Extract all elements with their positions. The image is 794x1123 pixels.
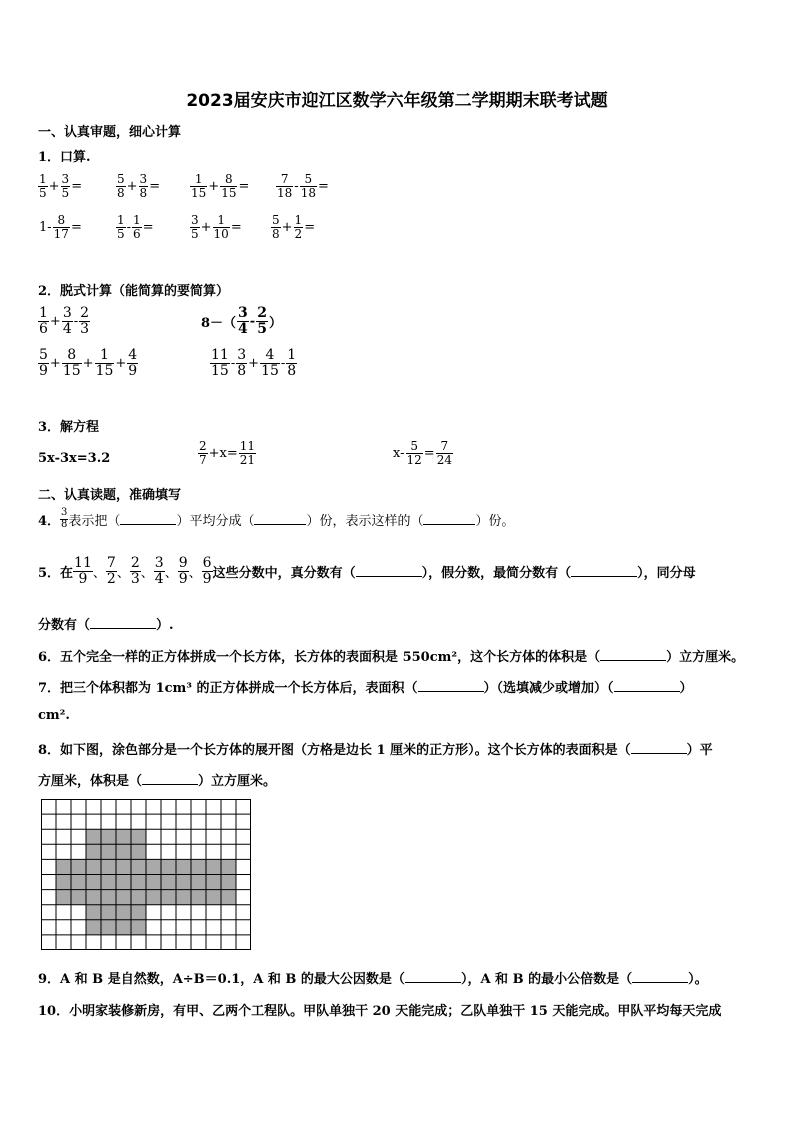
- fraction: [127, 348, 138, 378]
- fraction: [294, 214, 304, 240]
- numerator: 1: [294, 213, 303, 227]
- fraction-list: [73, 556, 213, 586]
- denominator: 15: [221, 185, 237, 200]
- shaded-cell: [86, 829, 101, 844]
- denominator: 6: [39, 320, 48, 337]
- shaded-cell: [131, 859, 146, 874]
- shaded-cell: [56, 859, 71, 874]
- question-7-unit: cm².: [38, 708, 70, 723]
- fraction: [130, 556, 141, 586]
- operator: +: [248, 355, 260, 371]
- numerator: 8: [225, 172, 233, 186]
- answer-blank[interactable]: [418, 680, 484, 692]
- question-1-label: 1．口算.: [38, 150, 91, 165]
- operator: +: [48, 178, 60, 194]
- operator: 8－（: [201, 315, 237, 331]
- fraction: [213, 214, 230, 240]
- numerator: 8: [67, 347, 77, 363]
- operator: +: [126, 178, 138, 194]
- numerator: 2: [130, 555, 140, 571]
- shaded-cell: [221, 890, 236, 905]
- shaded-cell: [131, 844, 146, 859]
- fraction: [178, 556, 189, 586]
- denominator: 2: [106, 570, 116, 587]
- shaded-cell: [131, 890, 146, 905]
- oral-calc-item: [116, 173, 161, 199]
- operator: -: [249, 313, 256, 329]
- fraction: [300, 173, 317, 199]
- shaded-cell: [221, 875, 236, 890]
- shaded-cell: [131, 920, 146, 935]
- question-7-text: ）: [679, 681, 693, 696]
- operator: -: [73, 313, 79, 329]
- denominator: 4: [238, 320, 248, 337]
- fraction: [237, 306, 249, 336]
- denominator: 17: [53, 226, 69, 241]
- step-calc-4: [210, 348, 297, 378]
- operator: =: [317, 178, 329, 194]
- denominator: 5: [61, 185, 70, 200]
- shaded-cell: [191, 890, 206, 905]
- fraction: [106, 556, 117, 586]
- question-3-label: 3．解方程: [38, 420, 100, 435]
- fraction: [202, 556, 213, 586]
- shaded-cell: [71, 875, 86, 890]
- numerator: 1: [194, 172, 203, 186]
- shaded-cell: [116, 859, 131, 874]
- question-5-text: ）.: [156, 618, 174, 633]
- operator: -: [230, 355, 236, 371]
- fraction: [198, 440, 208, 466]
- shaded-cell: [146, 875, 161, 890]
- separator: 、: [188, 565, 202, 581]
- question-4-text: ）份，表示这样的（: [306, 513, 424, 529]
- denominator: 18: [300, 185, 316, 200]
- numerator: 2: [257, 305, 267, 321]
- question-5: [38, 556, 696, 586]
- numerator: 6: [202, 555, 212, 571]
- numerator: 8: [57, 213, 66, 227]
- question-5-text: 这些分数中，真分数有（: [212, 565, 356, 581]
- operator: =: [304, 219, 316, 235]
- fraction: [62, 348, 82, 378]
- denominator: 15: [211, 362, 229, 379]
- shaded-cell: [56, 875, 71, 890]
- fraction: [73, 556, 93, 586]
- separator: 、: [140, 565, 154, 581]
- question-4-text: ）平均分成（: [176, 513, 255, 529]
- shaded-cell: [206, 890, 221, 905]
- denominator: 8: [272, 226, 280, 241]
- question-8-text: ）平: [686, 743, 713, 758]
- operator: x-: [393, 445, 405, 461]
- fraction: [190, 173, 207, 199]
- question-8-cont: [38, 770, 276, 789]
- section-heading-2: 二、认真读题，准确填写: [38, 488, 182, 503]
- fraction: [239, 440, 256, 466]
- shaded-cell: [101, 875, 116, 890]
- shaded-cell: [131, 905, 146, 920]
- answer-blank[interactable]: [356, 565, 422, 577]
- denominator: 9: [202, 570, 212, 587]
- shaded-cell: [86, 920, 101, 935]
- answer-blank[interactable]: [254, 513, 306, 525]
- separator: 、: [116, 565, 130, 581]
- denominator: 8: [139, 185, 148, 200]
- numerator: 3: [237, 347, 247, 363]
- step-calc-1: [38, 306, 90, 336]
- shaded-cell: [86, 890, 101, 905]
- shaded-cell: [161, 875, 176, 890]
- denominator: 3: [130, 570, 140, 587]
- fraction: [116, 173, 126, 199]
- question-7-text: 7．把三个体积都为 1cm³ 的正方体拼成一个长方体后，表面积（: [38, 681, 418, 696]
- shaded-cell: [116, 829, 131, 844]
- fraction: [256, 306, 268, 336]
- shaded-cell: [86, 875, 101, 890]
- denominator: 24: [436, 452, 452, 467]
- answer-blank[interactable]: [120, 513, 176, 525]
- fraction: [38, 306, 49, 336]
- operator: =: [423, 445, 435, 461]
- fraction: [436, 440, 453, 466]
- denominator: 2: [294, 226, 303, 241]
- denominator: 5: [257, 320, 267, 337]
- fraction: [406, 440, 423, 466]
- fraction: [53, 214, 70, 240]
- question-4: [38, 508, 514, 530]
- equation-2: [198, 440, 256, 466]
- operator: =: [70, 219, 82, 235]
- denominator: 15: [261, 362, 279, 379]
- equation-3: [392, 440, 453, 466]
- oral-calc-item: [190, 214, 243, 240]
- shaded-cell: [101, 844, 116, 859]
- denominator: 15: [191, 185, 207, 200]
- question-7-text: ）（选填减少或增加）（: [483, 681, 614, 696]
- equation-1: 5x-3x=3.2: [38, 451, 111, 466]
- operator: -: [126, 219, 132, 235]
- question-6: [38, 646, 744, 665]
- shaded-cell: [101, 920, 116, 935]
- numerator: 5: [272, 213, 280, 227]
- question-6-text: 6．五个完全一样的正方体拼成一个长方体，长方体的表面积是 550cm²，这个长方体的体积是（: [38, 650, 601, 665]
- shaded-cell: [176, 859, 191, 874]
- denominator: 9: [178, 570, 188, 587]
- numerator: 3: [62, 305, 72, 321]
- operator: =: [71, 178, 83, 194]
- shaded-cell: [116, 890, 131, 905]
- answer-blank[interactable]: [632, 971, 688, 983]
- answer-blank[interactable]: [571, 565, 637, 577]
- shaded-cell: [191, 875, 206, 890]
- operator: +x=: [208, 445, 238, 461]
- shaded-cell: [116, 875, 131, 890]
- operator: +: [115, 355, 127, 371]
- numerator: 3: [61, 172, 70, 186]
- denominator: 15: [62, 362, 81, 379]
- fraction: [220, 173, 237, 199]
- question-7: [38, 677, 693, 696]
- question-4-text: 表示把（: [68, 513, 121, 529]
- shaded-cell: [86, 859, 101, 874]
- fraction: [286, 348, 297, 378]
- fraction: [62, 306, 73, 336]
- oral-calc-item: [276, 173, 330, 199]
- numerator: 11: [211, 347, 229, 363]
- numerator: 7: [106, 555, 116, 571]
- numerator: 1: [287, 347, 297, 363]
- answer-blank[interactable]: [631, 742, 687, 754]
- question-8-text: ）立方厘米。: [198, 774, 277, 789]
- denominator: 12: [406, 452, 422, 467]
- numerator: 2: [199, 439, 207, 453]
- shaded-cell: [206, 859, 221, 874]
- shaded-cell: [116, 844, 131, 859]
- answer-blank[interactable]: [142, 773, 198, 785]
- denominator: 5: [117, 226, 125, 241]
- fraction: [132, 214, 142, 240]
- operator: +: [49, 355, 61, 371]
- operator: +: [200, 219, 212, 235]
- question-8: [38, 739, 713, 758]
- fraction: [38, 173, 48, 199]
- answer-blank[interactable]: [614, 680, 680, 692]
- shaded-cell: [131, 829, 146, 844]
- oral-calc-item: [38, 173, 83, 199]
- operator: 1-: [39, 219, 52, 235]
- shaded-cell: [86, 905, 101, 920]
- question-8-text: 8．如下图，涂色部分是一个长方体的展开图（方格是边长 1 厘米的正方形）。这个长方体的表面积是（: [38, 743, 631, 758]
- shaded-cell: [101, 859, 116, 874]
- numerator: 11: [239, 439, 256, 453]
- fraction: [79, 306, 90, 336]
- operator: +: [208, 178, 220, 194]
- denominator: 3: [80, 320, 90, 337]
- shaded-cell: [131, 875, 146, 890]
- shaded-cell: [71, 859, 86, 874]
- shaded-cell: [176, 890, 191, 905]
- operator: +: [49, 313, 61, 329]
- separator: 、: [92, 565, 106, 581]
- question-8-text: 方厘米，体积是（: [38, 774, 143, 789]
- shaded-cell: [86, 844, 101, 859]
- numerator: 4: [128, 347, 138, 363]
- operator: -: [294, 178, 299, 194]
- fraction: [271, 214, 281, 240]
- section-heading-1: 一、认真审题，细心计算: [38, 125, 182, 140]
- oral-calc-item: [271, 214, 316, 240]
- answer-blank[interactable]: [90, 617, 156, 629]
- numerator: 5: [39, 347, 48, 363]
- shaded-cell: [221, 859, 236, 874]
- operator: -: [280, 355, 286, 371]
- shaded-cell: [161, 890, 176, 905]
- step-calc-2: [200, 306, 283, 336]
- operator: =: [238, 178, 250, 194]
- numerator: 1: [217, 213, 225, 227]
- question-5-text: ），同分母: [637, 565, 696, 581]
- denominator: 9: [73, 571, 93, 587]
- fraction: [61, 173, 71, 199]
- question-9-text: ），A 和 B 的最小公倍数是（: [460, 972, 633, 987]
- denominator: 9: [39, 362, 48, 379]
- numerator: 11: [74, 555, 92, 571]
- question-5-number: 5．在: [38, 565, 74, 581]
- fraction: $\frac{3}{8}$: [61, 507, 68, 530]
- denominator: 4: [62, 320, 72, 337]
- question-10: 10．小明家装修新房，有甲、乙两个工程队。甲队单独干 20 天能完成；乙队单独干 15 天能完成。甲队平均每天完成: [38, 1004, 722, 1019]
- answer-blank[interactable]: [405, 971, 461, 983]
- shaded-cell: [161, 859, 176, 874]
- fraction: [95, 348, 115, 378]
- oral-calc-item: [190, 173, 250, 199]
- denominator: 6: [133, 226, 141, 241]
- question-5-text: ），假分数，最简分数有（: [421, 565, 572, 581]
- question-9-text: ）。: [688, 972, 708, 987]
- question-6-text: ）立方厘米。: [666, 650, 745, 665]
- answer-blank[interactable]: [600, 649, 666, 661]
- question-2-label: 2．脱式计算（能简算的要简算）: [38, 284, 230, 299]
- denominator: 9: [128, 362, 138, 379]
- shaded-cell: [101, 890, 116, 905]
- question-5-cont: [38, 614, 174, 633]
- operator: ）: [268, 315, 282, 331]
- denominator: 5: [191, 226, 199, 241]
- operator: =: [142, 219, 154, 235]
- question-4-number: 4．: [38, 513, 61, 529]
- denominator: 8: [287, 362, 297, 379]
- numerator: 5: [117, 172, 125, 186]
- numerator: 1: [39, 305, 48, 321]
- shaded-cell: [101, 829, 116, 844]
- operator: +: [82, 355, 94, 371]
- question-9-text: 9．A 和 B 是自然数，A÷B＝0.1，A 和 B 的最大公因数是（: [38, 972, 405, 987]
- numerator: 1: [100, 347, 109, 363]
- shaded-cell: [206, 875, 221, 890]
- answer-blank[interactable]: [423, 513, 475, 525]
- denominator: 21: [239, 452, 256, 467]
- denominator: 7: [199, 452, 207, 467]
- operator: =: [149, 178, 161, 194]
- shaded-cell: [146, 890, 161, 905]
- question-9: [38, 968, 708, 987]
- fraction: [139, 173, 149, 199]
- shaded-cell: [56, 890, 71, 905]
- denominator: 15: [95, 362, 114, 379]
- denominator: 10: [213, 226, 229, 241]
- fraction: [190, 214, 200, 240]
- shaded-cell: [101, 905, 116, 920]
- numerator: 4: [265, 347, 275, 363]
- denominator: 8: [117, 185, 125, 200]
- fraction: [276, 173, 293, 199]
- denominator: 4: [154, 570, 164, 587]
- fraction: [236, 348, 247, 378]
- fraction: [38, 348, 49, 378]
- fraction: [260, 348, 280, 378]
- denominator: 18: [277, 185, 293, 200]
- operator: +: [281, 219, 293, 235]
- oral-calc-item: [116, 214, 155, 240]
- numerator: 1: [133, 213, 141, 227]
- fraction: [154, 556, 165, 586]
- numerator: 7: [280, 172, 289, 186]
- operator: =: [230, 219, 242, 235]
- oral-calc-item: [38, 214, 83, 240]
- fraction: [116, 214, 126, 240]
- separator: 、: [164, 565, 178, 581]
- numerator: 3: [238, 305, 248, 321]
- question-4-text: ）份。: [475, 513, 515, 529]
- numerator: 3: [139, 172, 148, 186]
- numerator: 3: [154, 555, 164, 571]
- question-5-text: 分数有（: [38, 618, 91, 633]
- numerator: 3: [191, 213, 199, 227]
- shaded-cell: [116, 905, 131, 920]
- shaded-cell: [71, 890, 86, 905]
- numerator: 1: [117, 213, 125, 227]
- fraction: [210, 348, 230, 378]
- numerator: 1: [39, 172, 47, 186]
- numerator: 7: [440, 439, 449, 453]
- denominator: 5: [39, 185, 47, 200]
- step-calc-3: [38, 348, 138, 378]
- numerator: 5: [304, 172, 313, 186]
- shaded-cell: [191, 859, 206, 874]
- shaded-cell: [146, 859, 161, 874]
- numerator: 5: [410, 439, 418, 453]
- numerator: 2: [80, 305, 90, 321]
- denominator: 8: [237, 362, 247, 379]
- shaded-cell: [176, 875, 191, 890]
- shaded-cell: [116, 920, 131, 935]
- cuboid-net-grid: [41, 799, 251, 950]
- page-title: 2023届安庆市迎江区数学六年级第二学期期末联考试题: [186, 91, 608, 111]
- numerator: 9: [178, 555, 188, 571]
